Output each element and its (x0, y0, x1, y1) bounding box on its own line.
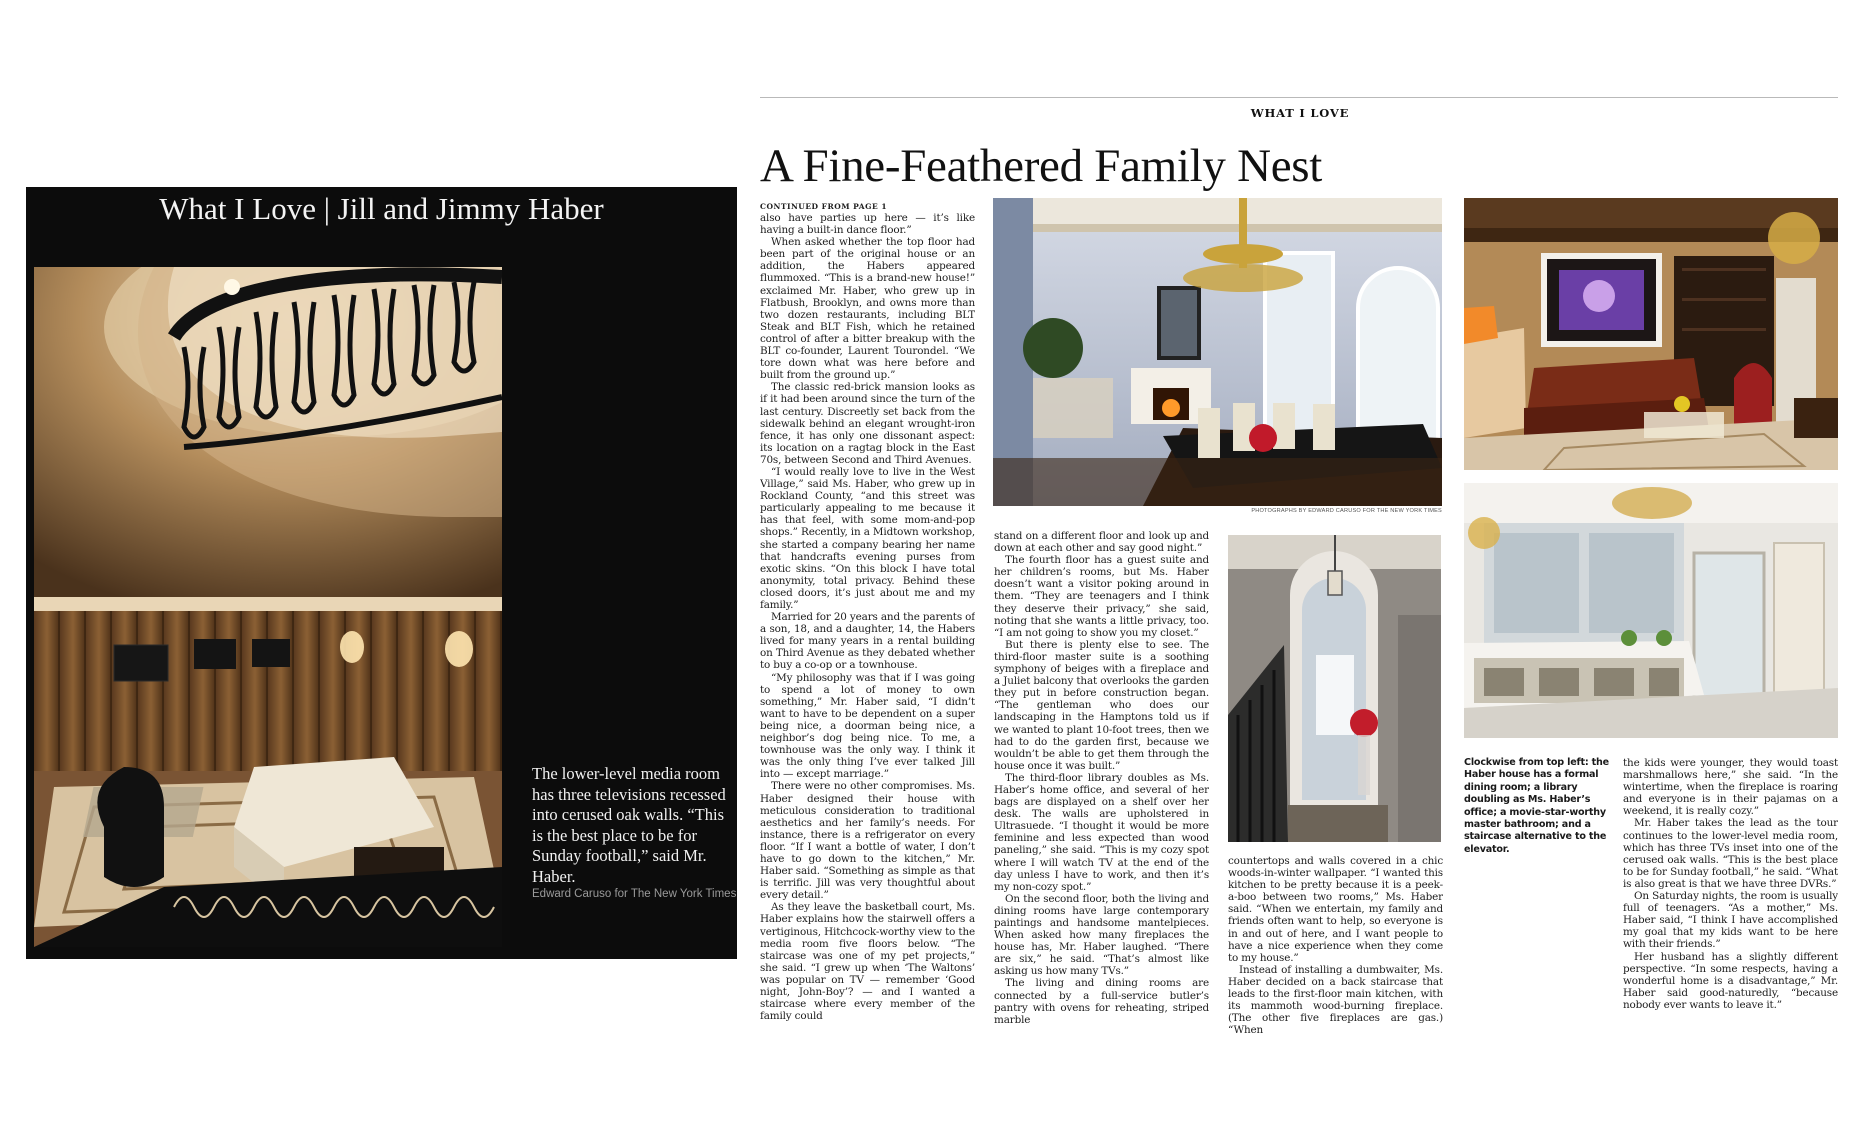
media-room-photo[interactable] (34, 267, 502, 947)
bathroom-photo[interactable] (1464, 483, 1838, 738)
paragraph: When asked whether the top floor had been part of the original house or an addition, the Habers appeared flummoxed. “This is a brand-new house!” exclaimed Mr. Haber, who grew up in Flatbush, Brooklyn, and owns more than two dozen restaurants, including BLT Steak and BLT Fish, which he retained control of after a bitter breakup with the BLT co-founder, Laurent Tourondel. “We tore down what was here before and built from the ground up.” (760, 236, 975, 382)
paragraph: Instead of installing a dumbwaiter, Ms. Haber decided on a back staircase that leads to the first-floor main kitchen, with its mammoth wood-burning fireplace. (The other five fireplaces are gas.) “When (1228, 963, 1443, 1037)
dining-room-photo[interactable] (993, 198, 1442, 506)
paragraph: But there is plenty else to see. The third-floor master suite is a soothing symphony of beiges with a fireplace and a Juliet balcony that overlooks the garden they put in before construction began. “The gentleman who does our landscaping in the Hamptons told us if we wanted to plant 10-foot trees, then we had to do the garden first, because we wouldn’t be able to get them through the house once it was built.” (994, 638, 1209, 772)
photo-caption: Clockwise from top left: the Haber house has a formal dining room; a library doubling as Ms. Haber’s office; a movie-star-worthy master bathroom; and a staircase alternative to the elevator. (1464, 757, 1609, 855)
paragraph: The classic red-brick mansion looks as if it had been around since the turn of the last century. Discreetly set back from the sidewalk behind an elegant wrought-iron fence, it has only one dissonant aspect: its location on a ragtag block in the East 70s, between Second and Third Avenues. (760, 381, 975, 466)
paragraph: “My philosophy was that if I was going to spend a lot of money to own something,” Mr. Haber said, “I didn’t want to have to be dependent on a super being nice, a doorman being nice, a neighbor’s dog being nice. To me, a townhouse was the only way. I think it was the only thing I’ve ever talked Jill into — except marriage.” (760, 671, 975, 781)
library-photo[interactable] (1464, 198, 1838, 470)
section-label: WHAT I LOVE (1250, 106, 1350, 120)
photo-credit: PHOTOGRAPHS BY EDWARD CARUSO FOR THE NEW YORK TIMES (1251, 508, 1442, 514)
paragraph: On the second floor, both the living and dining rooms have large contemporary paintings and handsome mantelpieces. When asked how many fireplaces the house has, Mr. Haber laughed. “There are six,” he said. “That’s almost like asking us how many TVs.” (994, 892, 1209, 978)
top-rule (760, 97, 1838, 98)
article-column-1 (760, 202, 975, 1032)
paragraph: On Saturday nights, the room is usually full of teenagers. “As a mother,” Ms. Haber said, “I think I have accomplished my goal that my kids want to be here with their friends.” (1623, 890, 1838, 951)
article-column-4 (1623, 757, 1838, 1037)
slideshow-caption: The lower-level media room has three televisions recessed into cerused oak walls. “This is the best place to be for Sunday football,” said Mr. Haber. (532, 764, 726, 886)
staircase-image (1228, 535, 1441, 842)
dining-room-image (993, 198, 1442, 506)
paragraph: As they leave the basketball court, Ms. Haber explains how the stairwell offers a vertiginous, Hitchcock-worthy view to the media room five floors below. “The staircase was one of my pet projects,” she said. “I grew up when ‘The Waltons’ was popular on TV — remember ‘Good night, John-Boy’? — and I wanted a staircase where every member of the family could (760, 901, 975, 1023)
library-image (1464, 198, 1838, 470)
bathroom-image (1464, 483, 1838, 738)
paragraph: There were no other compromises. Ms. Haber designed their house with meticulous consideration to traditional aesthetics and her family’s needs. For instance, there is a refrigerator on every floor. “If I want a bottle of water, I don’t have to go down to the kitchen,” Mr. Haber said. “Something as simple as that is terrific. Jill was very thoughtful about every detail.” (760, 780, 975, 902)
paragraph: Mr. Haber takes the lead as the tour continues to the lower-level media room, which has three TVs inset into one of the cerused oak walls. “This is the best place to be for Sunday football,” he said. “What is also great is that we have three DVRs.” (1623, 817, 1838, 890)
paragraph: stand on a different floor and look up and down at each other and say good night.” (994, 530, 1209, 555)
slideshow-title: What I Love | Jill and Jimmy Haber (159, 191, 604, 226)
paragraph: also have parties up here — it’s like having a built-in dance floor.” (760, 212, 975, 237)
paragraph: The living and dining rooms are connected by a full-service butler’s pantry with ovens for reheating, striped marble (994, 977, 1209, 1026)
paragraph: countertops and walls covered in a chic woods-in-winter wallpaper. “I wanted this kitchen to be pretty because it is a peek-a-boo between two rooms,” Ms. Haber said. “When we entertain, my family and friends often want to help, so everyone is in and out of here, and I want people to have a nice experience when they come to my house.” (1228, 855, 1443, 964)
headline: A Fine-Feathered Family Nest (760, 140, 1323, 192)
paragraph: Her husband has a slightly different perspective. “In some respects, having a wonderful home is a disadvantage,” Mr. Haber said good-naturedly, “because nobody ever wants to leave it.” (1623, 950, 1838, 1011)
staircase-photo[interactable] (1228, 535, 1441, 842)
paragraph: The third-floor library doubles as Ms. Haber’s home office, and several of her bags are displayed on a shelf over her desk. The walls are upholstered in Ultrasuede. “I thought it would be more feminine and less expected than wood paneling,” she said. “This is my cozy spot where I will watch TV at the end of the day unless I have to work, and then it’s my non-cozy spot.” (994, 771, 1209, 893)
paragraph: “I would really love to live in the West Village,” said Ms. Haber, who grew up in Rockland County, “and this street was particularly appealing to me because it has that feel, with some mom-and-pop shops.” Recently, in a Midtown workshop, she started a company bearing her name that handcrafts evening purses from exotic skins. “On this block I have total anonymity, total privacy. Behind these closed doors, it’s just about me and my family.” (760, 465, 975, 611)
continued-kicker: CONTINUED FROM PAGE 1 (760, 202, 888, 211)
slideshow-panel (26, 187, 737, 959)
paragraph: Married for 20 years and the parents of a son, 18, and a daughter, 14, the Habers lived for many years in a rental building on Third Avenue as they debated whether to buy a co-op or a townhouse. (760, 611, 975, 672)
article-column-3 (1228, 855, 1443, 1040)
article-column-2 (994, 530, 1209, 1040)
paragraph: The fourth floor has a guest suite and her children’s rooms, but Ms. Haber doesn’t want a visitor poking around in them. “They are teenagers and I think they deserve their privacy,” she said, noting that she wants a little privacy, too. “I am not going to show you my closet.” (994, 554, 1209, 639)
media-room-image (34, 267, 502, 947)
paragraph: the kids were younger, they would toast marshmallows here,” she said. “In the wintertime, when the fireplace is roaring and everyone is in their pajamas on a weekend, it is really cozy.” (1623, 757, 1838, 818)
slideshow-credit: Edward Caruso for The New York Times (532, 888, 737, 900)
